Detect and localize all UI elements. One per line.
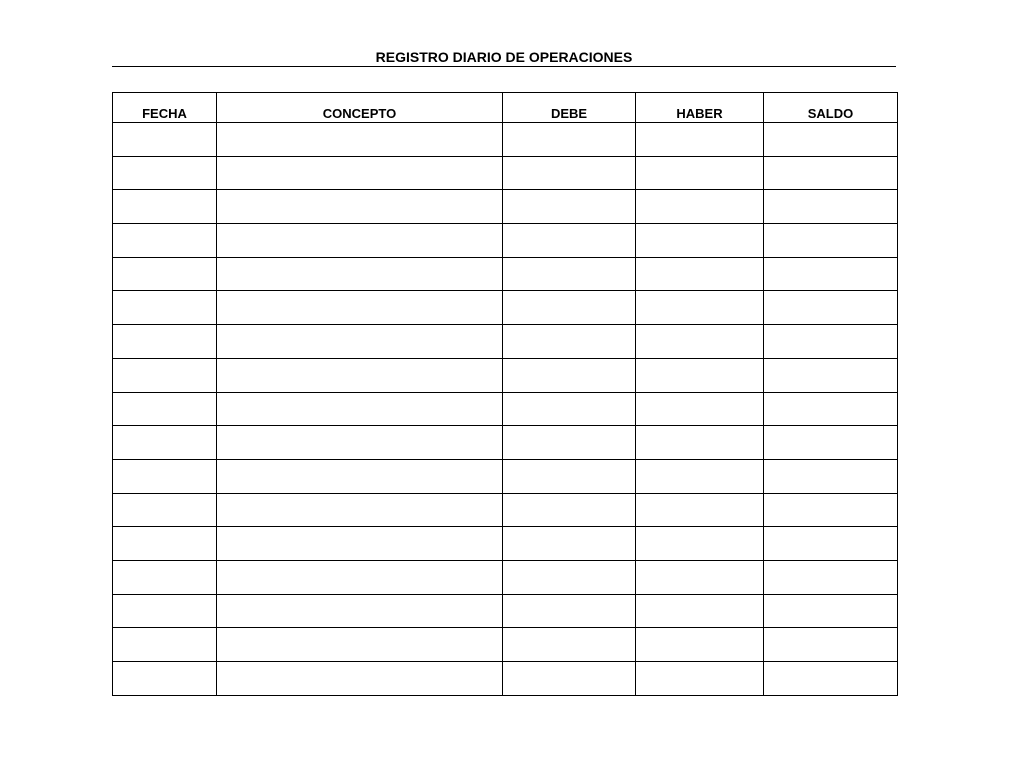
cell-haber[interactable]	[636, 190, 764, 224]
cell-saldo[interactable]	[764, 156, 898, 190]
table-row	[113, 628, 898, 662]
cell-debe[interactable]	[503, 224, 636, 258]
cell-fecha[interactable]	[113, 257, 217, 291]
cell-debe[interactable]	[503, 325, 636, 359]
cell-fecha[interactable]	[113, 392, 217, 426]
cell-debe[interactable]	[503, 662, 636, 696]
cell-fecha[interactable]	[113, 325, 217, 359]
table-row	[113, 325, 898, 359]
cell-haber[interactable]	[636, 527, 764, 561]
cell-debe[interactable]	[503, 291, 636, 325]
cell-haber[interactable]	[636, 493, 764, 527]
cell-concepto[interactable]	[217, 123, 503, 157]
cell-saldo[interactable]	[764, 560, 898, 594]
column-header-debe: DEBE	[503, 93, 636, 123]
cell-haber[interactable]	[636, 156, 764, 190]
cell-saldo[interactable]	[764, 325, 898, 359]
cell-concepto[interactable]	[217, 426, 503, 460]
table-row	[113, 392, 898, 426]
cell-fecha[interactable]	[113, 156, 217, 190]
cell-concepto[interactable]	[217, 291, 503, 325]
column-header-haber: HABER	[636, 93, 764, 123]
cell-saldo[interactable]	[764, 123, 898, 157]
table-row	[113, 257, 898, 291]
cell-fecha[interactable]	[113, 628, 217, 662]
cell-debe[interactable]	[503, 594, 636, 628]
cell-saldo[interactable]	[764, 662, 898, 696]
cell-fecha[interactable]	[113, 358, 217, 392]
cell-haber[interactable]	[636, 358, 764, 392]
cell-haber[interactable]	[636, 257, 764, 291]
cell-debe[interactable]	[503, 493, 636, 527]
cell-concepto[interactable]	[217, 560, 503, 594]
cell-concepto[interactable]	[217, 662, 503, 696]
column-header-fecha: FECHA	[113, 93, 217, 123]
ledger-body	[113, 123, 898, 696]
cell-debe[interactable]	[503, 257, 636, 291]
cell-saldo[interactable]	[764, 493, 898, 527]
cell-fecha[interactable]	[113, 123, 217, 157]
cell-fecha[interactable]	[113, 560, 217, 594]
document-title: REGISTRO DIARIO DE OPERACIONES	[112, 47, 896, 67]
table-row	[113, 190, 898, 224]
cell-debe[interactable]	[503, 358, 636, 392]
table-row	[113, 358, 898, 392]
table-row	[113, 123, 898, 157]
cell-fecha[interactable]	[113, 291, 217, 325]
cell-haber[interactable]	[636, 325, 764, 359]
cell-fecha[interactable]	[113, 224, 217, 258]
cell-debe[interactable]	[503, 123, 636, 157]
cell-concepto[interactable]	[217, 224, 503, 258]
cell-debe[interactable]	[503, 190, 636, 224]
cell-debe[interactable]	[503, 628, 636, 662]
cell-fecha[interactable]	[113, 527, 217, 561]
cell-saldo[interactable]	[764, 291, 898, 325]
cell-haber[interactable]	[636, 459, 764, 493]
cell-concepto[interactable]	[217, 392, 503, 426]
table-row	[113, 662, 898, 696]
cell-haber[interactable]	[636, 662, 764, 696]
cell-debe[interactable]	[503, 560, 636, 594]
cell-saldo[interactable]	[764, 426, 898, 460]
cell-debe[interactable]	[503, 459, 636, 493]
cell-saldo[interactable]	[764, 358, 898, 392]
cell-saldo[interactable]	[764, 527, 898, 561]
table-row	[113, 594, 898, 628]
table-row	[113, 291, 898, 325]
table-row	[113, 493, 898, 527]
cell-haber[interactable]	[636, 560, 764, 594]
cell-debe[interactable]	[503, 392, 636, 426]
cell-fecha[interactable]	[113, 459, 217, 493]
cell-concepto[interactable]	[217, 190, 503, 224]
cell-fecha[interactable]	[113, 426, 217, 460]
table-row	[113, 224, 898, 258]
cell-concepto[interactable]	[217, 459, 503, 493]
cell-saldo[interactable]	[764, 594, 898, 628]
cell-debe[interactable]	[503, 426, 636, 460]
cell-haber[interactable]	[636, 123, 764, 157]
cell-saldo[interactable]	[764, 190, 898, 224]
column-header-saldo: SALDO	[764, 93, 898, 123]
table-row	[113, 426, 898, 460]
cell-fecha[interactable]	[113, 662, 217, 696]
cell-debe[interactable]	[503, 527, 636, 561]
table-row	[113, 459, 898, 493]
cell-concepto[interactable]	[217, 628, 503, 662]
column-header-concepto: CONCEPTO	[217, 93, 503, 123]
cell-haber[interactable]	[636, 628, 764, 662]
cell-haber[interactable]	[636, 291, 764, 325]
cell-concepto[interactable]	[217, 358, 503, 392]
cell-fecha[interactable]	[113, 594, 217, 628]
cell-debe[interactable]	[503, 156, 636, 190]
cell-concepto[interactable]	[217, 325, 503, 359]
table-row	[113, 527, 898, 561]
cell-saldo[interactable]	[764, 257, 898, 291]
cell-concepto[interactable]	[217, 527, 503, 561]
cell-concepto[interactable]	[217, 594, 503, 628]
cell-concepto[interactable]	[217, 257, 503, 291]
ledger-table	[112, 92, 898, 696]
cell-haber[interactable]	[636, 224, 764, 258]
table-row	[113, 560, 898, 594]
cell-haber[interactable]	[636, 594, 764, 628]
cell-saldo[interactable]	[764, 392, 898, 426]
cell-saldo[interactable]	[764, 628, 898, 662]
table-row	[113, 156, 898, 190]
cell-fecha[interactable]	[113, 493, 217, 527]
cell-concepto[interactable]	[217, 493, 503, 527]
cell-saldo[interactable]	[764, 224, 898, 258]
cell-haber[interactable]	[636, 392, 764, 426]
cell-haber[interactable]	[636, 426, 764, 460]
ledger-header-row	[113, 93, 898, 123]
cell-saldo[interactable]	[764, 459, 898, 493]
cell-concepto[interactable]	[217, 156, 503, 190]
cell-fecha[interactable]	[113, 190, 217, 224]
